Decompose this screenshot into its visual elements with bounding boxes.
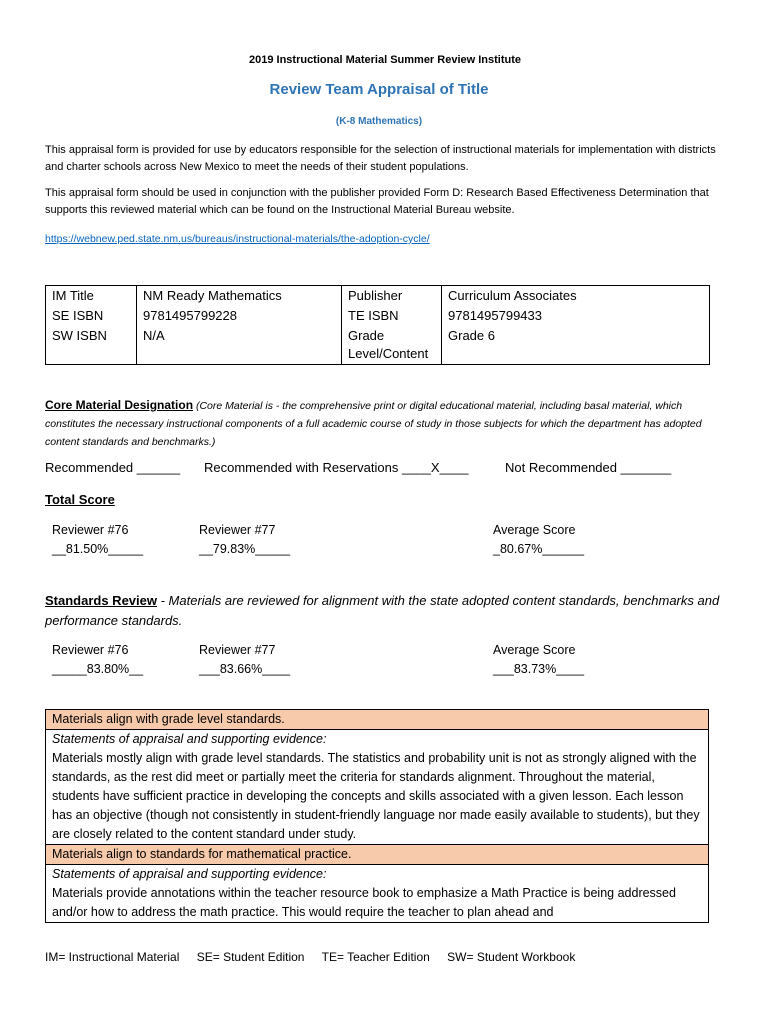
standards-reviewer-76 [52, 641, 143, 679]
table-row [46, 865, 709, 923]
evidence-label: Statements of appraisal and supporting evidence: [52, 867, 327, 881]
table-row [46, 306, 710, 326]
footer-sw: SW= Student Workbook [447, 950, 576, 964]
table-row [46, 286, 710, 307]
im-title-value: NM Ready Mathematics [137, 286, 342, 307]
im-title-label: IM Title [46, 286, 137, 307]
evidence-cell [46, 865, 709, 923]
standards-review [45, 591, 725, 631]
reviewer-score: __79.83%_____ [199, 542, 291, 556]
se-isbn-value: 9781495799228 [137, 306, 342, 326]
sw-isbn-value: N/A [137, 326, 342, 365]
footer-se: SE= Student Edition [196, 950, 305, 964]
evidence-text: Materials provide annotations within the teacher resource book to emphasize a Math Practice is being addressed and/or how to address the math practice. This would require the teacher to plan ahead and [52, 886, 676, 919]
grade-level-label: Grade Level/Content [342, 326, 442, 365]
evidence-cell [46, 730, 709, 845]
page-header: 2019 Instructional Material Summer Review Institute [248, 54, 522, 66]
table-row [46, 710, 709, 730]
total-reviewer-76 [52, 521, 143, 559]
page-title: Review Team Appraisal of Title [269, 81, 489, 98]
average-value: ___83.73%____ [493, 662, 585, 676]
reviewer-score: _____83.80%__ [52, 662, 144, 676]
standards-heading: Standards Review [45, 593, 157, 608]
recommended-option: Recommended ______ [45, 460, 181, 475]
te-isbn-label: TE ISBN [342, 306, 442, 326]
reviewer-label: Reviewer #76 [52, 643, 129, 657]
intro-paragraph-1: This appraisal form is provided for use by educators responsible for the selection of instructional materials for implementation with districts and charter schools across New Mexico to meet the needs of their student populations. [45, 144, 716, 173]
not-recommended-option: Not Recommended _______ [505, 460, 672, 475]
core-note: (Core Material is - the comprehensive print or digital educational material, including basal material, which constitutes the necessary instructional components of a full academic course of study in those subjects for which the department has adopted content standards and benchmarks.) [45, 400, 702, 448]
table-row [46, 845, 709, 865]
footer-te: TE= Teacher Edition [321, 950, 430, 964]
criterion-grade-level: Materials align with grade level standards. [46, 710, 709, 730]
core-material-designation [45, 396, 725, 451]
sw-isbn-label: SW ISBN [46, 326, 137, 365]
total-score-heading: Total Score [45, 492, 115, 507]
intro-paragraph-2: This appraisal form should be used in conjunction with the publisher provided Form D: Research Based Effectiveness Determination that supports this reviewed material which can be found on the Instructional Material Bureau website. [45, 187, 709, 216]
average-label: Average Score [493, 523, 576, 537]
average-label: Average Score [493, 643, 576, 657]
reviewer-label: Reviewer #77 [199, 643, 276, 657]
title-info-table [45, 285, 710, 365]
page-subtitle: (K-8 Mathematics) [335, 116, 423, 127]
average-value: _80.67%______ [493, 542, 585, 556]
core-heading: Core Material Designation [45, 398, 194, 412]
standards-note: - Materials are reviewed for alignment with the state adopted content standards, benchmarks and performance standards. [45, 593, 720, 628]
reviewer-score: ___83.66%____ [199, 662, 291, 676]
criterion-math-practice: Materials align to standards for mathematical practice. [46, 845, 709, 865]
adoption-cycle-link[interactable]: https://webnew.ped.state.nm.us/bureaus/instructional-materials/the-adoption-cycle/ [45, 233, 430, 245]
table-row [46, 326, 710, 365]
evidence-label: Statements of appraisal and supporting evidence: [52, 732, 327, 746]
grade-level-value: Grade 6 [442, 326, 710, 365]
te-isbn-value: 9781495799433 [442, 306, 710, 326]
publisher-value: Curriculum Associates [442, 286, 710, 307]
total-reviewer-77 [199, 521, 290, 559]
standards-average-score [493, 641, 584, 679]
evidence-text: Materials mostly align with grade level standards. The statistics and probability unit is not as strongly aligned with the standards, as the rest did meet or partially meet the criteria for standards alignment. Throughout the material, students have sufficient practice in developing the concepts and skills associated with a given lesson. Each lesson has an objective (though not consistently in student-friendly language nor made easily available to students), but they are closely related to the content standard under study. [52, 751, 700, 841]
footer-im: IM= Instructional Material [45, 950, 180, 964]
reviewer-label: Reviewer #76 [52, 523, 129, 537]
reviewer-score: __81.50%_____ [52, 542, 144, 556]
reviewer-label: Reviewer #77 [199, 523, 276, 537]
se-isbn-label: SE ISBN [46, 306, 137, 326]
recommended-with-reservations-option: Recommended with Reservations ____X____ [204, 460, 469, 475]
evaluation-table [45, 709, 709, 923]
table-row [46, 730, 709, 845]
abbreviation-footer [45, 950, 589, 964]
total-average-score [493, 521, 584, 559]
standards-reviewer-77 [199, 641, 290, 679]
publisher-label: Publisher [342, 286, 442, 307]
